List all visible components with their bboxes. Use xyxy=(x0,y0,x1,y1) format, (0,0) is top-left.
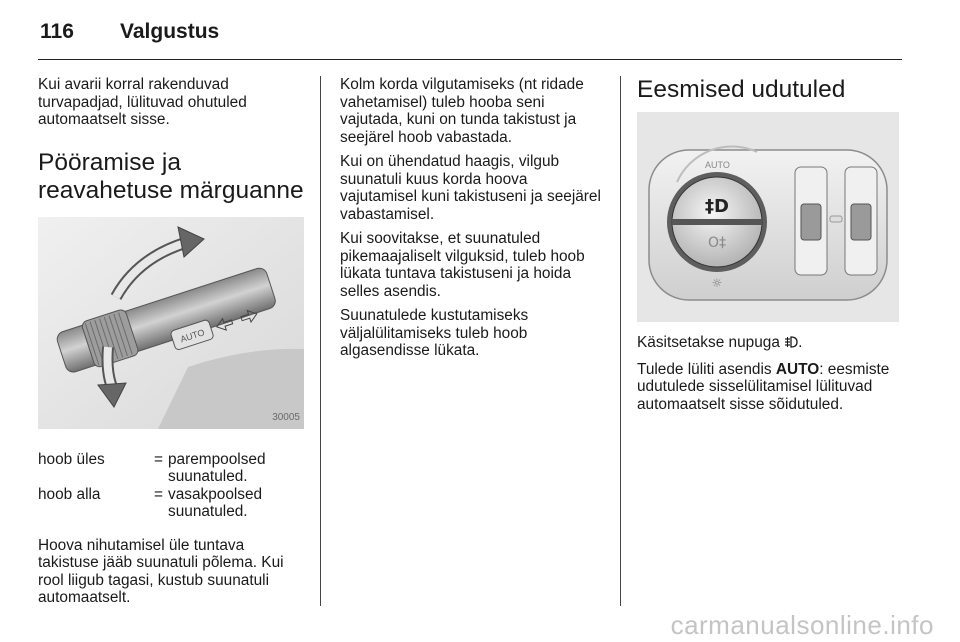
front-fog-lights-heading: Eesmised udutuled xyxy=(637,76,846,103)
definition-term: hoob alla xyxy=(38,485,101,503)
definition-row xyxy=(38,486,304,521)
text-paragraph: Kui on ühendatud haagis, vilgub suunatuli kuus korda hoova vajutamisel kuni takistuseni ja seejärel vabastamisel. xyxy=(340,153,601,223)
figure-number: 30005 xyxy=(272,412,300,423)
light-switch-figure xyxy=(637,112,899,322)
light-switch-illustration xyxy=(637,112,899,322)
column-divider xyxy=(320,76,321,606)
operate-text: Käsitsetakse nupuga xyxy=(637,334,780,351)
column-divider xyxy=(620,76,621,606)
rear-fog-light-knob-icon: O‡ xyxy=(707,235,727,251)
intro-paragraph: Kui avarii korral rakenduvad turvapadjad, lülituvad ohutuled automaatselt sisse. xyxy=(38,76,247,128)
definition-list xyxy=(38,451,304,521)
headlight-range-wheel xyxy=(851,204,871,240)
site-watermark: carmanualsonline.info xyxy=(670,610,934,640)
definition-description: parempoolsed suunatuled. xyxy=(168,450,266,485)
front-fog-light-icon xyxy=(784,335,798,354)
definition-description: vasakpoolsed suunatuled. xyxy=(168,485,263,520)
operate-paragraph: Käsitsetakse nupuga . xyxy=(637,334,905,354)
definition-equals: = xyxy=(154,450,163,468)
definition-row xyxy=(38,451,304,486)
auto-paragraph xyxy=(637,361,905,414)
auto-paragraph-bold: AUTO xyxy=(775,360,820,378)
brightness-icon: ☼ xyxy=(711,276,723,290)
column-left xyxy=(38,76,304,614)
turn-signal-lever-illustration xyxy=(38,217,304,429)
auto-paragraph-prefix: Tulede lüliti asendis xyxy=(637,360,776,378)
turn-signal-heading: Pööramise ja reavahetuse märguanne xyxy=(38,148,304,204)
front-fog-light-knob-icon: ‡D xyxy=(705,196,729,217)
auto-paragraph-suffix: : eesmiste udutulede sisselülitamisel lülituvad automaatselt sisse sõidutuled. xyxy=(637,360,890,413)
text-paragraph: Kolm korda vilgutamiseks (nt ridade vahetamisel) tuleb hooba seni vajutada, kuni on tunda takistust ja seejärel hoob vabastada. xyxy=(340,76,584,146)
arrow-down-icon xyxy=(108,347,113,387)
page-number: 116 xyxy=(40,20,74,43)
dimmer-wheel xyxy=(801,204,821,240)
definition-term: hoob üles xyxy=(38,450,105,468)
text-paragraph: Suunatulede kustutamiseks väljalülitamiseks tuleb hoob algasendisse lükata. xyxy=(340,307,529,359)
column-right xyxy=(637,76,905,420)
definition-equals: = xyxy=(154,485,163,503)
section-title: Valgustus xyxy=(120,20,220,43)
column-middle xyxy=(340,76,608,367)
lever-resistance-paragraph: Hoova nihutamisel üle tuntava takistuse jääb suunatuli põlema. Kui rool liigub tagasi, kustub suunatuli automaatselt. xyxy=(38,536,284,606)
dial-auto-label: AUTO xyxy=(705,160,730,170)
lever-auto-label: AUTO xyxy=(179,326,206,344)
turn-signal-lever-figure xyxy=(38,217,304,429)
text-paragraph: Kui soovitakse, et suunatuled pikemaajaliselt vilguksid, tuleb hoob lükata tuntava takistuseni ja hoida selles asendis. xyxy=(340,230,585,300)
header-rule xyxy=(38,59,902,60)
page-header xyxy=(40,20,219,44)
